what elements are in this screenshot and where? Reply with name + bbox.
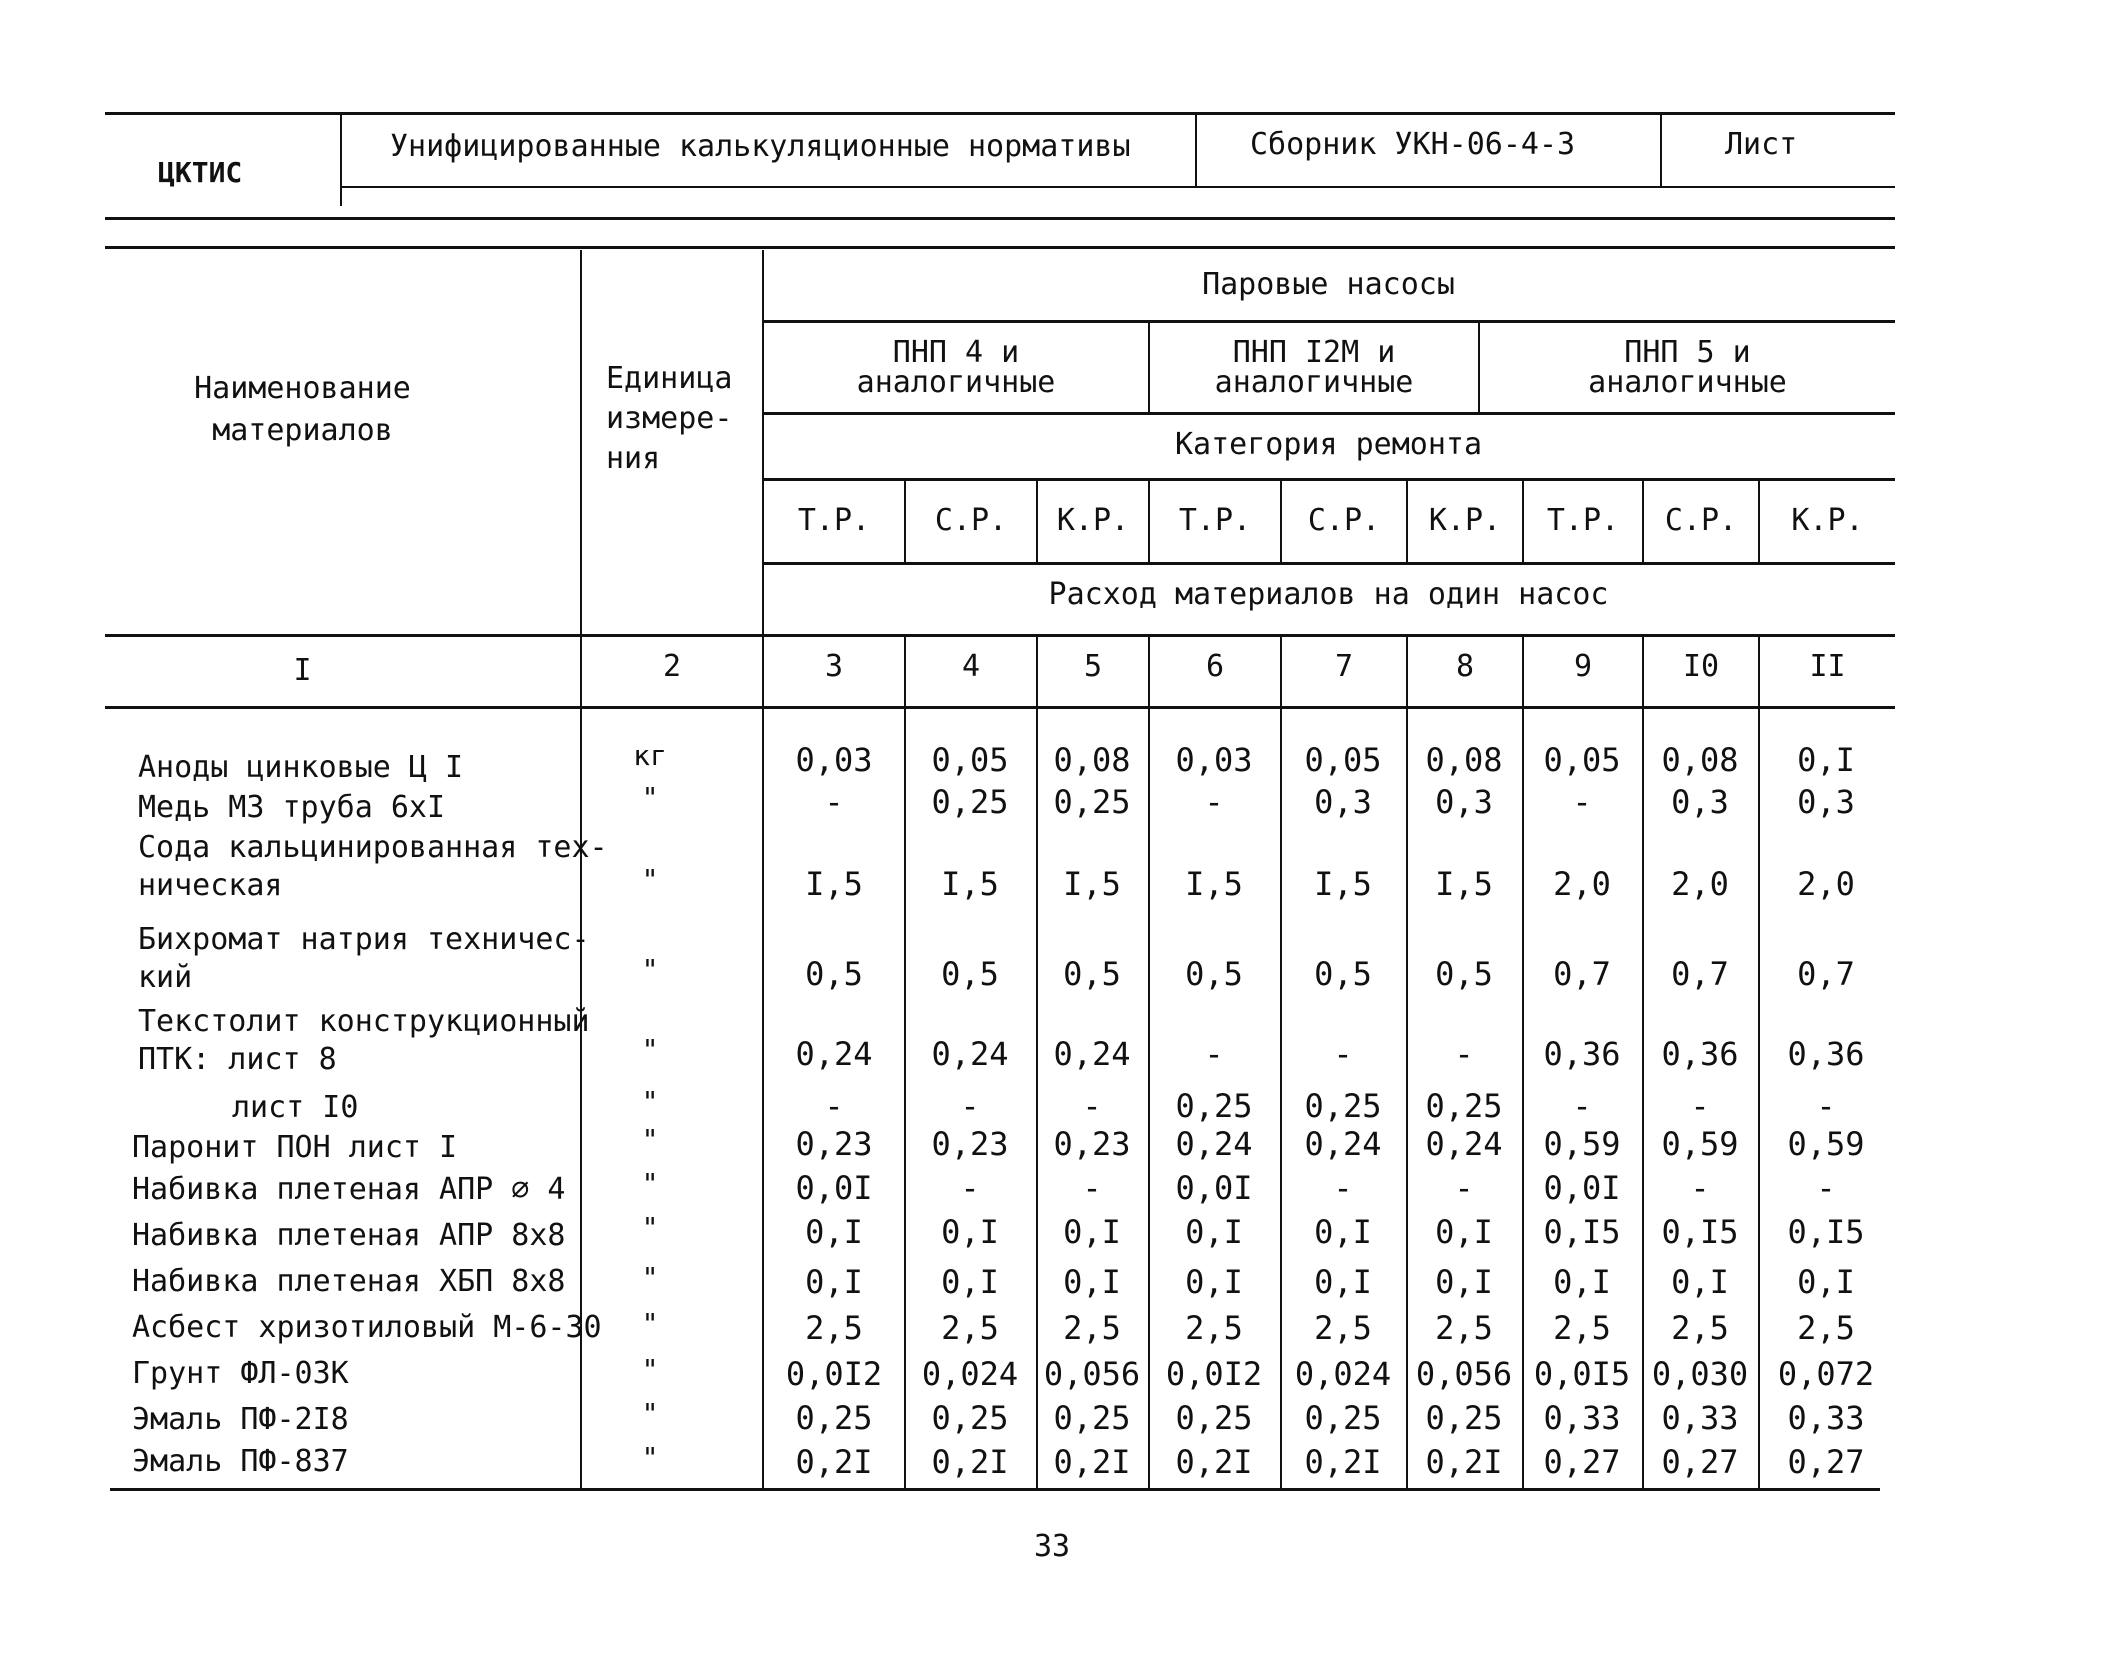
value-cell: 0,0I2 bbox=[785, 1355, 883, 1393]
unit-header-line-2: измере- bbox=[606, 401, 733, 436]
value-cell: 2,5 bbox=[1797, 1309, 1855, 1347]
value-cell: 2,5 bbox=[1435, 1309, 1493, 1347]
material-name: лист I0 bbox=[232, 1090, 359, 1125]
value-cell: 0,I bbox=[1797, 1263, 1855, 1301]
value-cell: 0,5 bbox=[941, 955, 999, 993]
value-cell: 0,59 bbox=[1661, 1125, 1739, 1163]
header-bottom-rule bbox=[105, 217, 1895, 220]
org-label: ЦКТИС bbox=[158, 156, 243, 189]
material-name: Эмаль ПФ-837 bbox=[132, 1444, 349, 1479]
value-cell: - bbox=[1454, 1035, 1474, 1073]
value-cell: - bbox=[1690, 1169, 1710, 1207]
table-top-rule bbox=[105, 246, 1895, 249]
col-number-4: 4 bbox=[961, 649, 981, 684]
col-number-9: 9 bbox=[1573, 649, 1593, 684]
value-cell: 0,056 bbox=[1415, 1355, 1513, 1393]
collection-label: Сборник УКН-06-4-3 bbox=[1250, 127, 1576, 162]
sheet-label: Лист bbox=[1725, 127, 1798, 162]
value-cell: 2,5 bbox=[1063, 1309, 1121, 1347]
value-cell: 0,08 bbox=[1425, 741, 1503, 779]
value-cell: 0,I5 bbox=[1543, 1213, 1621, 1251]
pump-group-3-line-2: аналогичные bbox=[1588, 365, 1787, 400]
value-cell: - bbox=[1572, 1087, 1592, 1125]
value-cell: 0,056 bbox=[1043, 1355, 1141, 1393]
consumption-header: Расход материалов на один насос bbox=[1048, 577, 1609, 612]
value-cell: 0,I bbox=[1063, 1213, 1121, 1251]
category-sr-1: С.Р. bbox=[934, 503, 1008, 538]
value-cell: 0,27 bbox=[1787, 1443, 1865, 1481]
value-cell: 0,3 bbox=[1314, 783, 1372, 821]
value-cell: 0,I5 bbox=[1661, 1213, 1739, 1251]
value-cell: 2,5 bbox=[941, 1309, 999, 1347]
unit-cell: " bbox=[641, 1261, 659, 1294]
value-cell: - bbox=[1816, 1087, 1836, 1125]
value-cell: 0,23 bbox=[795, 1125, 873, 1163]
value-cell: 0,I bbox=[1185, 1263, 1243, 1301]
value-cell: 0,25 bbox=[1053, 783, 1131, 821]
value-cell: 2,0 bbox=[1553, 865, 1611, 903]
value-cell: 0,5 bbox=[1435, 955, 1493, 993]
value-cell: 0,I bbox=[805, 1213, 863, 1251]
value-cell: I,5 bbox=[941, 865, 999, 903]
category-sr-3: С.Р. bbox=[1664, 503, 1738, 538]
value-cell: 0,25 bbox=[1425, 1087, 1503, 1125]
value-cell: I,5 bbox=[1063, 865, 1121, 903]
value-cell: 0,2I bbox=[1053, 1443, 1131, 1481]
value-cell: I,5 bbox=[1314, 865, 1372, 903]
value-cell: - bbox=[1690, 1087, 1710, 1125]
col-number-7: 7 bbox=[1334, 649, 1354, 684]
value-cell: - bbox=[1454, 1169, 1474, 1207]
value-cell: 0,2I bbox=[1304, 1443, 1382, 1481]
name-header-line-2: материалов bbox=[212, 413, 393, 448]
value-cell: 0,25 bbox=[931, 783, 1009, 821]
value-cell: 0,030 bbox=[1651, 1355, 1749, 1393]
category-tr-2: Т.Р. bbox=[1178, 503, 1252, 538]
value-cell: - bbox=[824, 783, 844, 821]
value-cell: 0,2I bbox=[1425, 1443, 1503, 1481]
value-cell: 0,25 bbox=[931, 1399, 1009, 1437]
value-cell: 0,59 bbox=[1543, 1125, 1621, 1163]
material-name: Сода кальцинированная тех- bbox=[138, 830, 608, 865]
value-cell: 0,I bbox=[941, 1213, 999, 1251]
value-cell: - bbox=[1204, 783, 1224, 821]
value-cell: - bbox=[1333, 1035, 1353, 1073]
header-divider-3 bbox=[1660, 114, 1662, 188]
table-bottom-rule bbox=[110, 1488, 1880, 1491]
value-cell: 0,2I bbox=[1175, 1443, 1253, 1481]
unit-cell: " bbox=[641, 1397, 659, 1430]
material-name: Асбест хризотиловый М-6-30 bbox=[132, 1310, 602, 1345]
value-cell: 2,5 bbox=[1671, 1309, 1729, 1347]
value-cell: 0,24 bbox=[931, 1035, 1009, 1073]
value-cell: 0,05 bbox=[1543, 741, 1621, 779]
col-number-11: II bbox=[1809, 649, 1846, 684]
value-cell: 0,25 bbox=[1425, 1399, 1503, 1437]
pump-group-1-line-1: ПНП 4 и bbox=[892, 335, 1020, 370]
value-cell: 0,0I bbox=[1175, 1169, 1253, 1207]
value-cell: - bbox=[1082, 1087, 1102, 1125]
value-cell: 0,36 bbox=[1661, 1035, 1739, 1073]
col-number-5: 5 bbox=[1083, 649, 1103, 684]
col-number-8: 8 bbox=[1455, 649, 1475, 684]
value-cell: 0,25 bbox=[1304, 1399, 1382, 1437]
value-cell: 0,24 bbox=[1425, 1125, 1503, 1163]
data-col-line-4b bbox=[1280, 636, 1282, 1490]
value-cell: 2,0 bbox=[1671, 865, 1729, 903]
category-tr-3: Т.Р. bbox=[1546, 503, 1620, 538]
unit-cell: " bbox=[641, 1307, 659, 1340]
value-cell: 0,I bbox=[1797, 741, 1855, 779]
category-header: Категория ремонта bbox=[1174, 427, 1483, 462]
document-title: Унифицированные калькуляционные нормативы bbox=[390, 129, 1131, 164]
header-divider-2 bbox=[1195, 114, 1197, 188]
unit-cell: " bbox=[641, 1033, 659, 1066]
unit-cell: " bbox=[641, 1123, 659, 1156]
value-cell: 0,36 bbox=[1543, 1035, 1621, 1073]
page-number: 33 bbox=[1033, 1529, 1071, 1564]
material-name: Эмаль ПФ-2I8 bbox=[132, 1402, 349, 1437]
value-cell: 0,7 bbox=[1797, 955, 1855, 993]
value-cell: 0,24 bbox=[1304, 1125, 1382, 1163]
material-name: Бихромат натрия техничес- bbox=[138, 922, 590, 957]
material-name: Набивка плетеная АПР ∅ 4 bbox=[132, 1172, 566, 1207]
value-cell: - bbox=[960, 1087, 980, 1125]
categories-rule bbox=[762, 562, 1895, 565]
value-cell: 0,7 bbox=[1553, 955, 1611, 993]
value-cell: 0,I bbox=[805, 1263, 863, 1301]
value-cell: - bbox=[1333, 1169, 1353, 1207]
material-name: Паронит ПОН лист I bbox=[132, 1130, 458, 1165]
value-cell: 0,072 bbox=[1777, 1355, 1875, 1393]
value-cell: 0,I bbox=[1314, 1213, 1372, 1251]
value-cell: 0,24 bbox=[1175, 1125, 1253, 1163]
value-cell: 0,05 bbox=[1304, 741, 1382, 779]
value-cell: 0,0I bbox=[1543, 1169, 1621, 1207]
value-cell: I,5 bbox=[1435, 865, 1493, 903]
unit-header-line-3: ния bbox=[606, 441, 661, 476]
unit-cell: " bbox=[641, 781, 659, 814]
pump-group-3-line-1: ПНП 5 и bbox=[1624, 335, 1751, 370]
value-cell: 0,25 bbox=[1175, 1399, 1253, 1437]
value-cell: 0,23 bbox=[1053, 1125, 1131, 1163]
numbers-bottom-line bbox=[105, 706, 1895, 709]
material-name: Текстолит конструкционный bbox=[138, 1004, 590, 1039]
value-cell: 2,5 bbox=[1185, 1309, 1243, 1347]
col-line-a bbox=[580, 250, 582, 1490]
value-cell: 0,59 bbox=[1787, 1125, 1865, 1163]
value-cell: 0,0I5 bbox=[1533, 1355, 1631, 1393]
value-cell: I,5 bbox=[1185, 865, 1243, 903]
value-cell: 0,0I bbox=[795, 1169, 873, 1207]
unit-cell: кг bbox=[633, 739, 667, 772]
value-cell: 0,3 bbox=[1671, 783, 1729, 821]
material-name: Набивка плетеная АПР 8х8 bbox=[132, 1218, 566, 1253]
value-cell: 0,33 bbox=[1543, 1399, 1621, 1437]
value-cell: 0,25 bbox=[795, 1399, 873, 1437]
unit-cell: " bbox=[641, 953, 659, 986]
value-cell: 0,33 bbox=[1661, 1399, 1739, 1437]
value-cell: 0,I bbox=[1185, 1213, 1243, 1251]
header-bottom-line bbox=[105, 634, 1895, 637]
value-cell: I,5 bbox=[805, 865, 863, 903]
material-name: Медь МЗ труба 6хI bbox=[138, 790, 446, 825]
unit-cell: " bbox=[641, 1441, 659, 1474]
value-cell: 2,0 bbox=[1797, 865, 1855, 903]
value-cell: 0,I bbox=[1063, 1263, 1121, 1301]
value-cell: 0,05 bbox=[931, 741, 1009, 779]
value-cell: 0,08 bbox=[1661, 741, 1739, 779]
category-tr-1: Т.Р. bbox=[797, 503, 871, 538]
col-number-1: I bbox=[293, 653, 312, 688]
value-cell: 0,24 bbox=[795, 1035, 873, 1073]
material-name: Набивка плетеная ХБП 8х8 bbox=[132, 1264, 566, 1299]
col-number-6: 6 bbox=[1205, 649, 1225, 684]
unit-cell: " bbox=[641, 1085, 659, 1118]
value-cell: - bbox=[1204, 1035, 1224, 1073]
value-cell: 0,25 bbox=[1304, 1087, 1382, 1125]
category-header-rule bbox=[762, 478, 1895, 481]
value-cell: 0,36 bbox=[1787, 1035, 1865, 1073]
value-cell: 0,27 bbox=[1543, 1443, 1621, 1481]
group-header-rule bbox=[762, 320, 1895, 323]
material-name: ПТК: лист 8 bbox=[138, 1042, 337, 1077]
pump-group-2-line-1: ПНП I2M и bbox=[1232, 335, 1396, 370]
value-cell: 0,I bbox=[1314, 1263, 1372, 1301]
category-sr-2: С.Р. bbox=[1307, 503, 1381, 538]
pump-group-1-line-2: аналогичные bbox=[856, 365, 1056, 400]
value-cell: 0,5 bbox=[1063, 955, 1121, 993]
col-number-3: 3 bbox=[824, 649, 844, 684]
value-cell: 0,5 bbox=[805, 955, 863, 993]
pump-groups-rule bbox=[762, 412, 1895, 415]
data-col-line-1b bbox=[904, 636, 906, 1490]
unit-cell: " bbox=[641, 1353, 659, 1386]
group-header: Паровые насосы bbox=[1202, 267, 1455, 302]
value-cell: 0,27 bbox=[1661, 1443, 1739, 1481]
value-cell: - bbox=[1572, 783, 1592, 821]
value-cell: 2,5 bbox=[805, 1309, 863, 1347]
value-cell: 0,03 bbox=[795, 741, 873, 779]
value-cell: 0,I bbox=[1435, 1263, 1493, 1301]
value-cell: 0,2I bbox=[795, 1443, 873, 1481]
header-top-rule bbox=[105, 112, 1895, 115]
material-name: Аноды цинковые Ц I bbox=[138, 750, 464, 785]
material-name: Грунт ФЛ-03К bbox=[132, 1356, 349, 1391]
pump-group-2-line-2: аналогичные bbox=[1214, 365, 1414, 400]
name-header-line-1: Наименование bbox=[194, 371, 411, 406]
value-cell: 0,I5 bbox=[1787, 1213, 1865, 1251]
value-cell: 0,24 bbox=[1053, 1035, 1131, 1073]
material-name: ническая bbox=[138, 868, 283, 903]
value-cell: 0,7 bbox=[1671, 955, 1729, 993]
value-cell: 0,25 bbox=[1053, 1399, 1131, 1437]
col-number-2: 2 bbox=[662, 649, 682, 684]
category-kr-3: К.Р. bbox=[1791, 503, 1864, 538]
value-cell: 0,33 bbox=[1787, 1399, 1865, 1437]
value-cell: 0,08 bbox=[1053, 741, 1131, 779]
value-cell: 0,024 bbox=[921, 1355, 1019, 1393]
value-cell: 2,5 bbox=[1314, 1309, 1372, 1347]
unit-cell: " bbox=[641, 863, 659, 896]
value-cell: - bbox=[1816, 1169, 1836, 1207]
value-cell: - bbox=[960, 1169, 980, 1207]
value-cell: 0,3 bbox=[1435, 783, 1493, 821]
value-cell: 0,3 bbox=[1797, 783, 1855, 821]
value-cell: 0,5 bbox=[1314, 955, 1372, 993]
unit-header-line-1: Единица bbox=[606, 361, 733, 396]
value-cell: - bbox=[824, 1087, 844, 1125]
value-cell: 0,25 bbox=[1175, 1087, 1253, 1125]
unit-cell: " bbox=[641, 1211, 659, 1244]
header-divider-1 bbox=[340, 114, 342, 206]
value-cell: 0,0I2 bbox=[1165, 1355, 1263, 1393]
value-cell: 0,I bbox=[941, 1263, 999, 1301]
col-number-10: I0 bbox=[1682, 649, 1720, 684]
unit-cell: " bbox=[641, 1167, 659, 1200]
value-cell: 0,I bbox=[1671, 1263, 1729, 1301]
category-kr-2: К.Р. bbox=[1428, 503, 1502, 538]
value-cell: 0,I bbox=[1553, 1263, 1611, 1301]
value-cell: 0,5 bbox=[1185, 955, 1243, 993]
value-cell: 0,03 bbox=[1175, 741, 1253, 779]
value-cell: 0,2I bbox=[931, 1443, 1009, 1481]
value-cell: 2,5 bbox=[1553, 1309, 1611, 1347]
material-name: кий bbox=[138, 960, 193, 995]
value-cell: 0,I bbox=[1435, 1213, 1493, 1251]
category-kr-1: К.Р. bbox=[1056, 503, 1130, 538]
value-cell: 0,024 bbox=[1294, 1355, 1392, 1393]
value-cell: - bbox=[1082, 1169, 1102, 1207]
value-cell: 0,23 bbox=[931, 1125, 1009, 1163]
